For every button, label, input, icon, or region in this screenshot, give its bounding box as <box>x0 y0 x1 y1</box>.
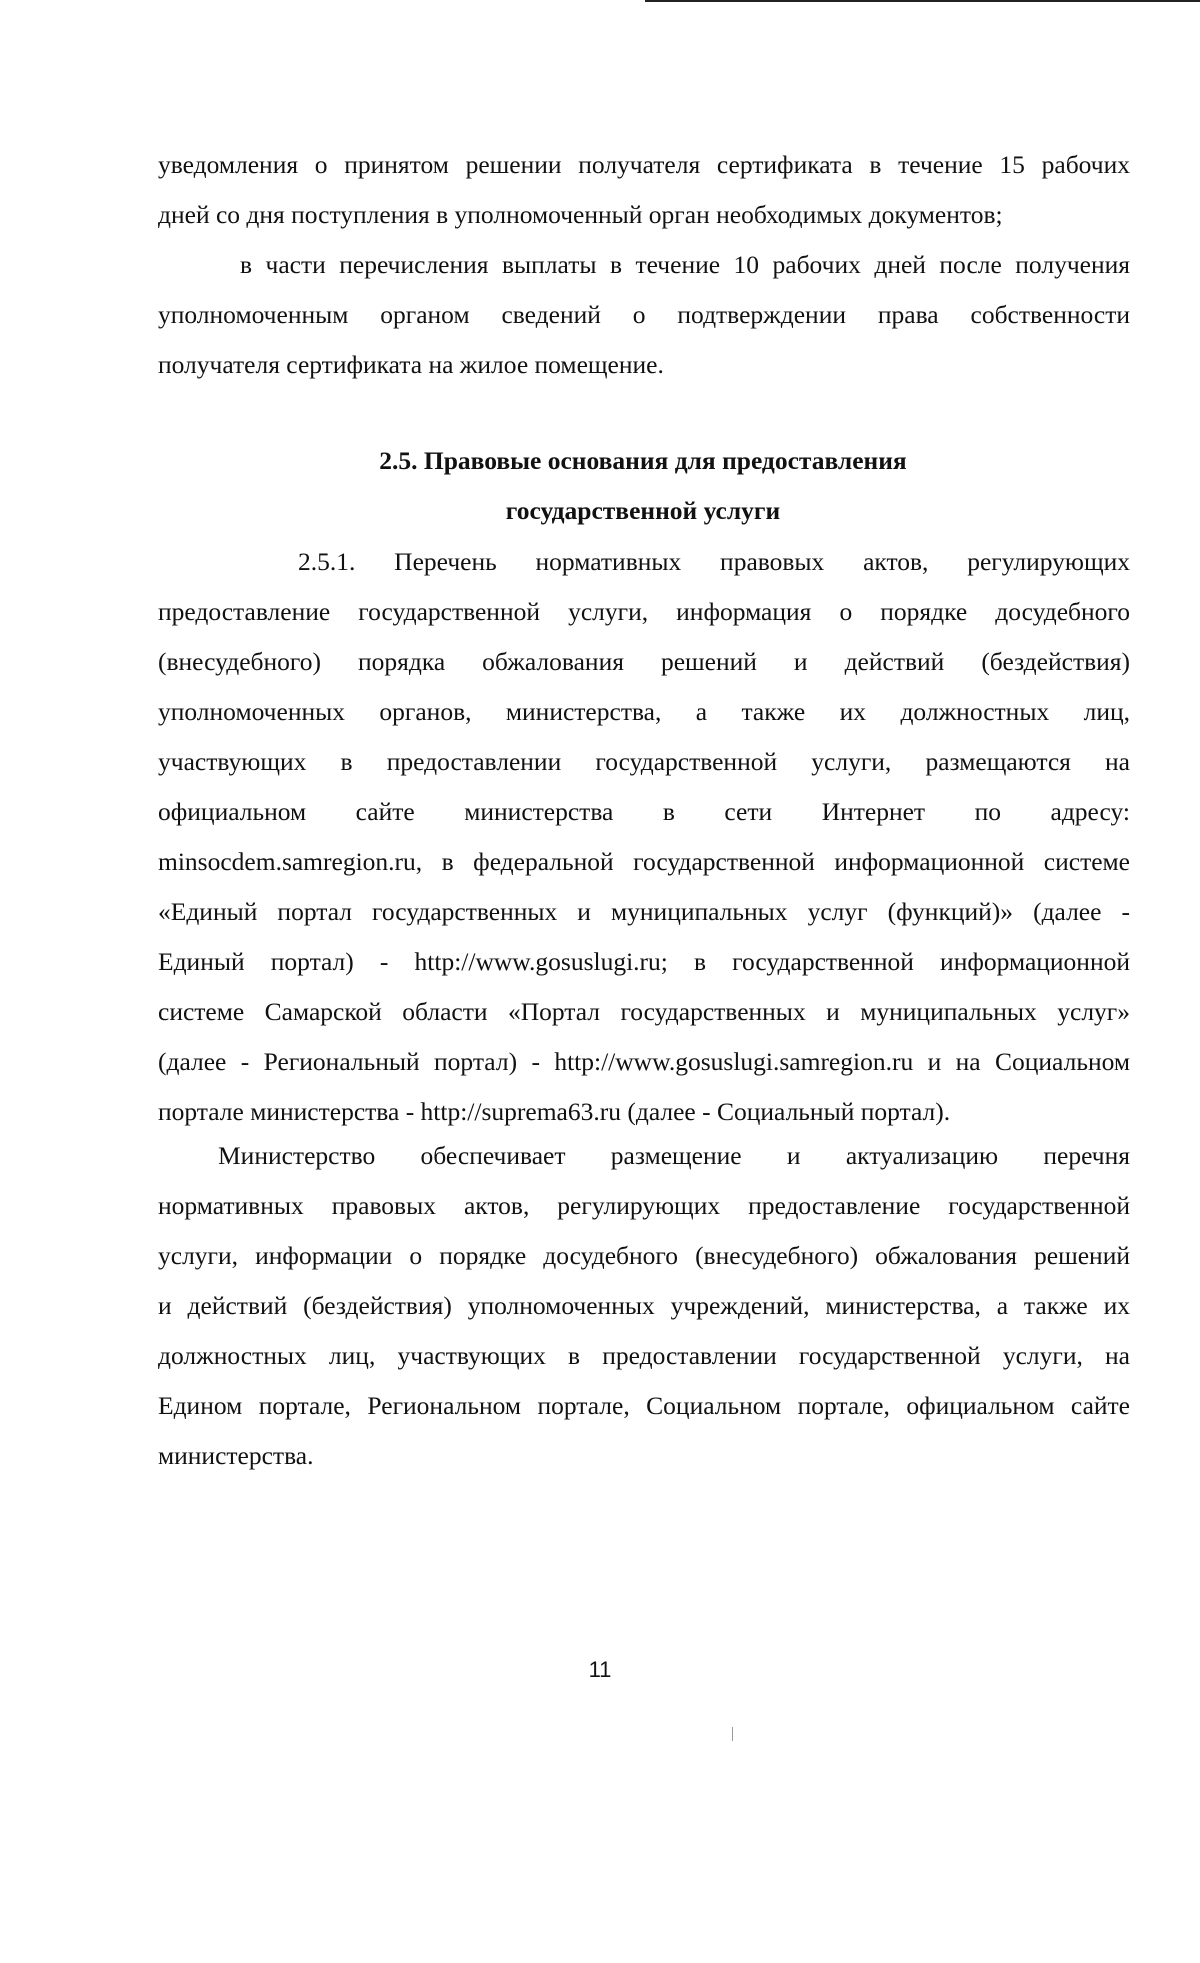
paragraph-line: нормативных правовых актов, регулирующих предоставление государственной <box>158 1191 1130 1220</box>
paragraph-line: предоставление государственной услуги, информация о порядке досудебного <box>158 597 1130 626</box>
paragraph-line: Министерство обеспечивает размещение и актуализацию перечня <box>218 1141 1130 1170</box>
paragraph-line: 2.5.1. Перечень нормативных правовых актов, регулирующих <box>298 547 1130 576</box>
paragraph-line: minsocdem.samregion.ru, в федеральной государственной информационной системе <box>158 847 1130 876</box>
paragraph-line: должностных лиц, участвующих в предоставлении государственной услуги, на <box>158 1341 1130 1370</box>
top-edge-rule <box>645 0 1200 2</box>
paragraph-line: уполномоченных органов, министерства, а также их должностных лиц, <box>158 697 1130 726</box>
paragraph-line: получателя сертификата на жилое помещение. <box>158 350 664 379</box>
page-number: 11 <box>588 1657 612 1682</box>
paragraph-line: в части перечисления выплаты в течение 10 рабочих дней после получения <box>240 250 1130 279</box>
paragraph-ministry-publication <box>158 1131 1130 1481</box>
paragraph-line: системе Самарской области «Портал государственных и муниципальных услуг» <box>158 997 1130 1026</box>
scan-artifact-mark <box>732 1727 733 1741</box>
paragraph-line: дней со дня поступления в уполномоченный орган необходимых документов; <box>158 200 1003 229</box>
paragraph-notification-timing <box>158 140 1130 240</box>
paragraph-line: участвующих в предоставлении государственной услуги, размещаются на <box>158 747 1130 776</box>
paragraph-line: официальном сайте министерства в сети Интернет по адресу: <box>158 797 1130 826</box>
paragraph-line: Единый портал) - http://www.gosuslugi.ru; в государственной информационной <box>158 947 1130 976</box>
section-heading-line-2: государственной услуги <box>505 496 781 525</box>
paragraph-line: уполномоченным органом сведений о подтверждении права собственности <box>158 300 1130 329</box>
paragraph-line: Едином портале, Региональном портале, Социальном портале, официальном сайте <box>158 1391 1130 1420</box>
paragraph-line: уведомления о принятом решении получателя сертификата в течение 15 рабочих <box>158 150 1130 179</box>
paragraph-line: «Единый портал государственных и муниципальных услуг (функций)» (далее - <box>158 897 1130 926</box>
section-heading-line-1: 2.5. Правовые основания для предоставления <box>379 446 907 475</box>
paragraph-payment-timing <box>158 240 1130 390</box>
paragraph-line: портале министерства - http://suprema63.ru (далее - Социальный портал). <box>158 1097 951 1126</box>
paragraph-line: (далее - Региональный портал) - http://www.gosuslugi.samregion.ru и на Социальном <box>158 1047 1130 1076</box>
paragraph-line: услуги, информации о порядке досудебного (внесудебного) обжалования решений <box>158 1241 1130 1270</box>
paragraph-line: министерства. <box>158 1441 314 1470</box>
paragraph-legal-acts-list <box>158 537 1130 1137</box>
paragraph-line: (внесудебного) порядка обжалования решений и действий (бездействия) <box>158 647 1130 676</box>
paragraph-line: и действий (бездействия) уполномоченных учреждений, министерства, а также их <box>158 1291 1130 1320</box>
